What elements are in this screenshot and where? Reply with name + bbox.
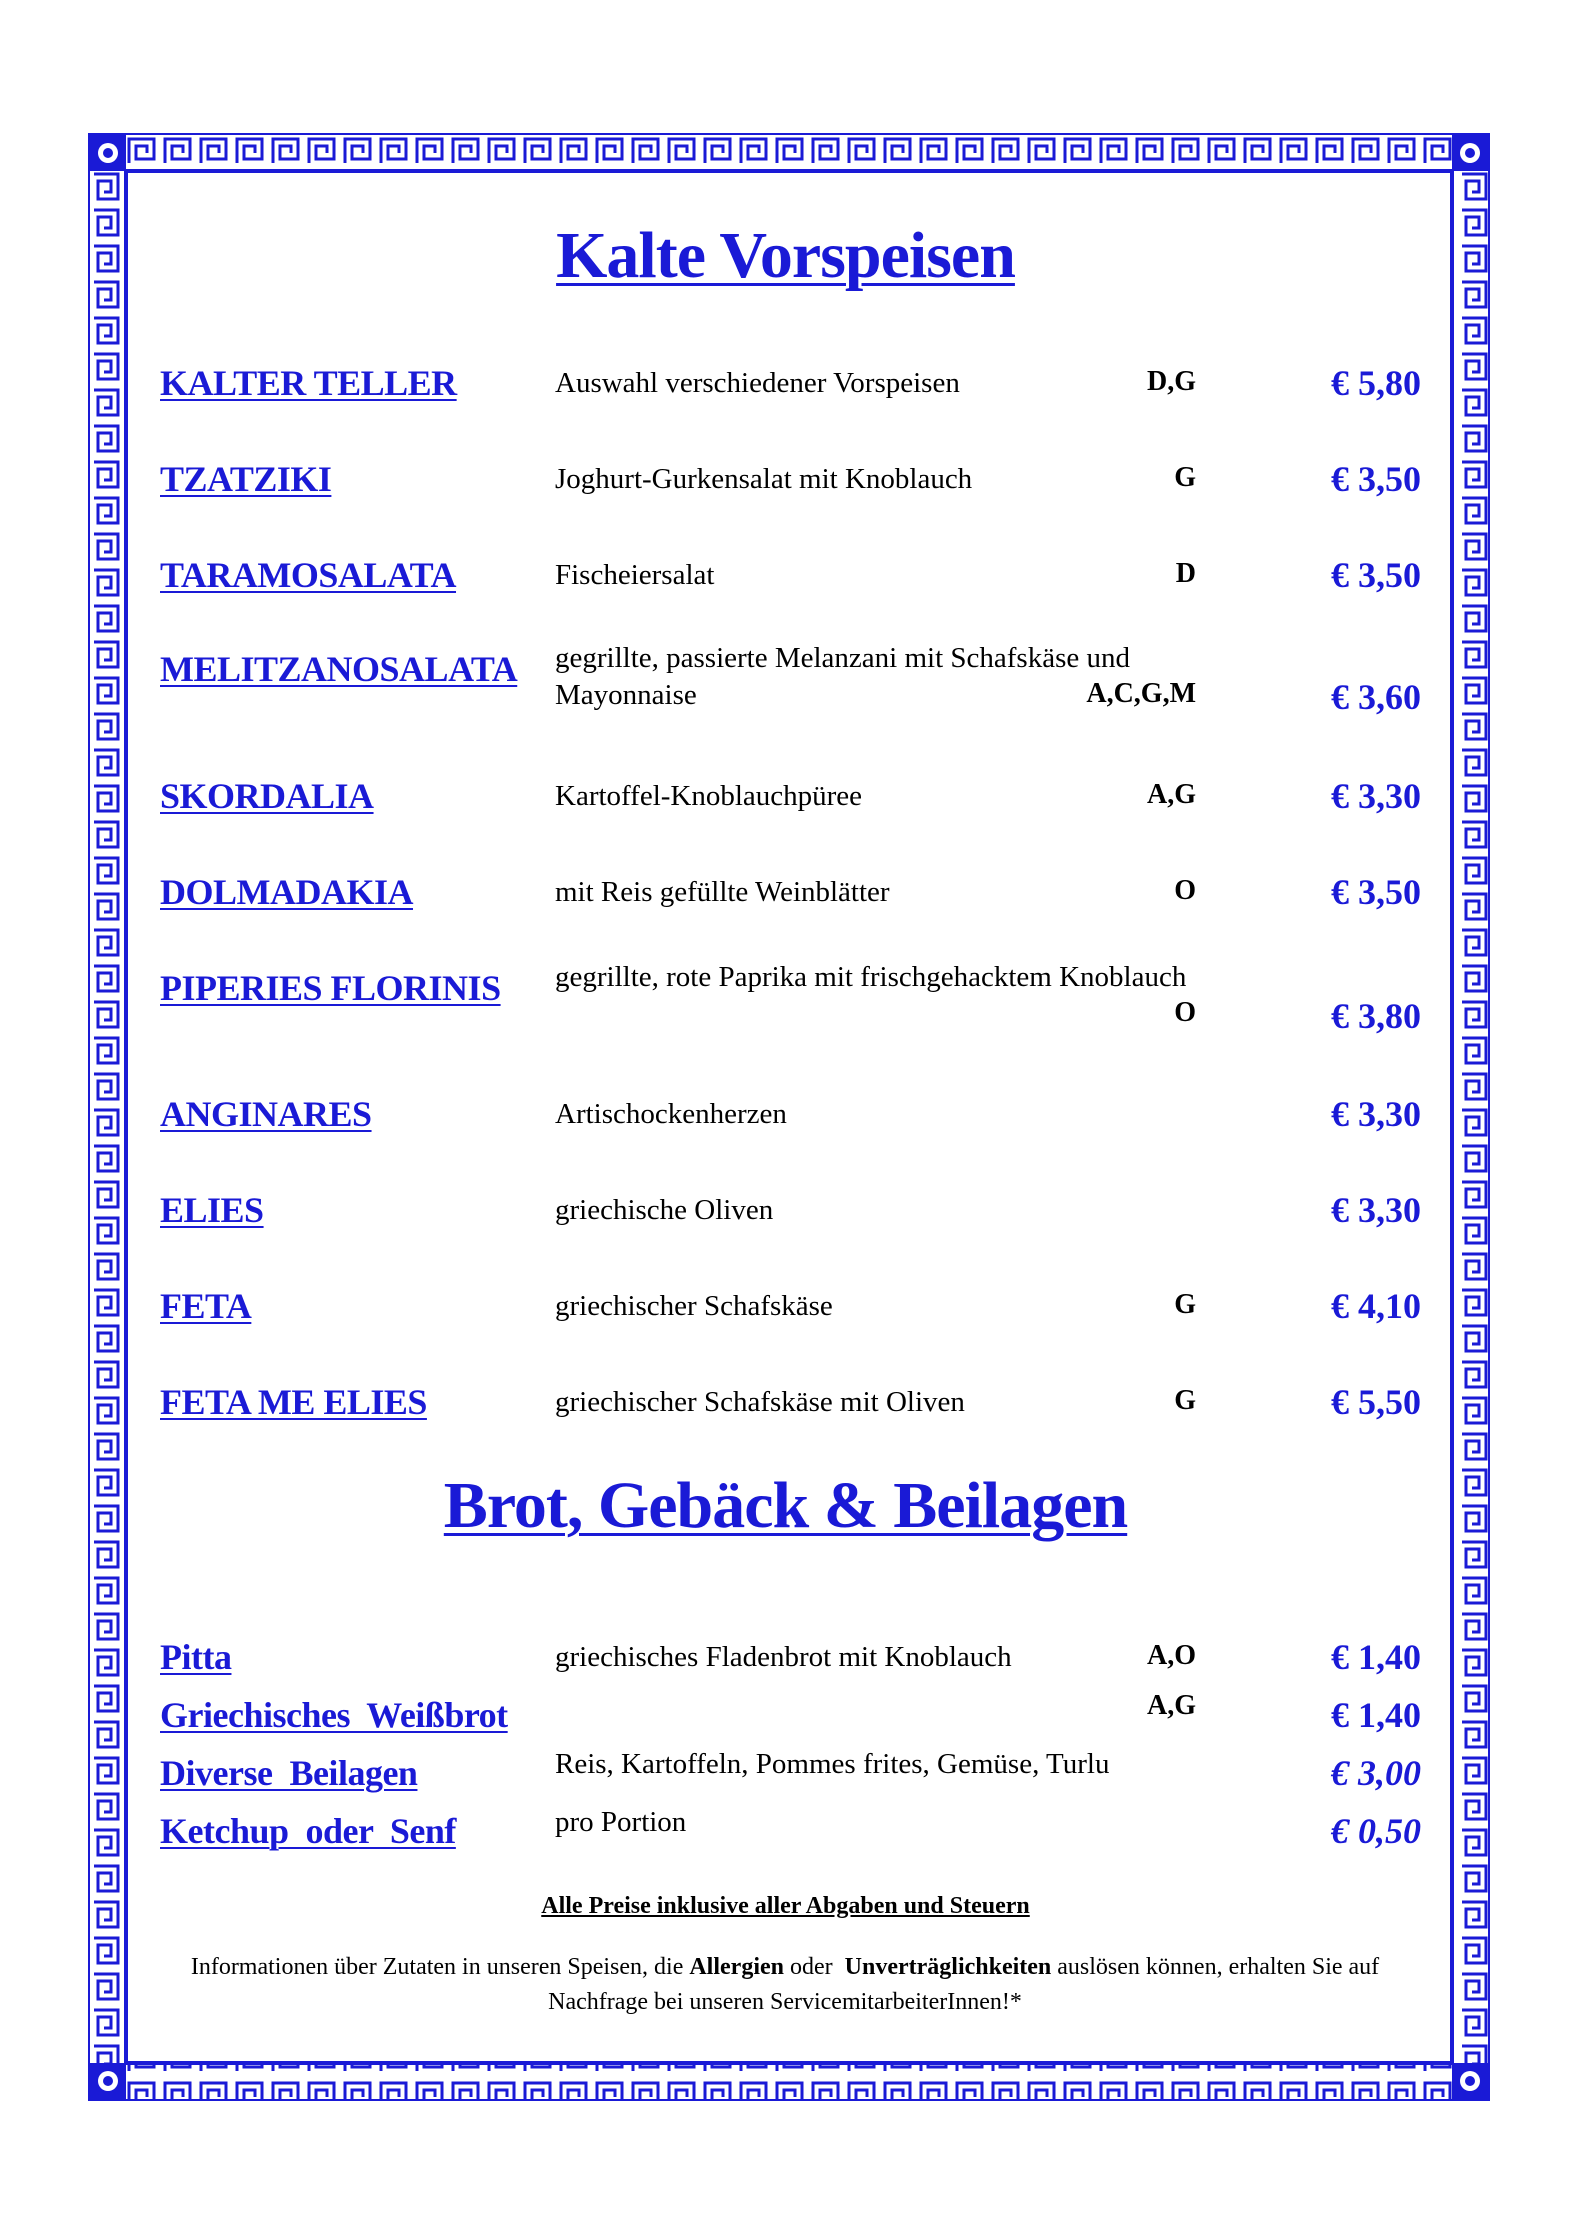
section-title-cold-starters: Kalte Vorspeisen [556,219,1015,292]
allergen-codes: G [1174,1289,1196,1320]
dish-price: € 3,00 [1331,1753,1421,1793]
dish-name: ANGINARES [160,1094,372,1134]
dish-price: € 3,60 [1331,677,1421,717]
dish-name: TZATZIKI [160,459,332,499]
dish-price: € 0,50 [1331,1811,1421,1851]
dish-description: pro Portion [555,1806,687,1838]
dish-price: € 3,30 [1331,776,1421,816]
dish-name: TARAMOSALATA [160,555,457,595]
dish-name: DOLMADAKIA [160,872,413,912]
dish-name: ELIES [160,1190,264,1230]
dish-description: griechisches Fladenbrot mit Knoblauch [555,1641,1012,1673]
dish-price: € 1,40 [1331,1695,1421,1735]
price-note: Alle Preise inklusive aller Abgaben und Steuern [541,1893,1030,1919]
allergy-note-text: auslösen können, erhalten Sie auf Nachfrage bei unseren ServicemitarbeiterInnen!* [548,1954,1380,2015]
dish-name: Diverse Beilagen [160,1753,418,1793]
dish-name: FETA [160,1286,252,1326]
allergy-word-allergien: Allergien [689,1954,784,1980]
allergy-note-text: oder [783,1954,845,1980]
section-title-bread-sides: Brot, Gebäck & Beilagen [443,1469,1128,1542]
dish-name: FETA ME ELIES [160,1382,427,1422]
dish-price: € 3,50 [1331,872,1421,912]
allergy-note-text: Informationen über Zutaten in unseren Speisen, die [190,1954,690,1980]
allergen-codes: A,C,G,M [1086,678,1196,709]
dish-price: € 3,30 [1331,1094,1421,1134]
dish-name: Griechisches Weißbrot [160,1695,508,1735]
allergy-note [150,1950,1420,2020]
allergen-codes: A,G [1147,779,1196,810]
dish-price: € 3,50 [1331,459,1421,499]
dish-price: € 5,50 [1331,1382,1421,1422]
dish-name: KALTER TELLER [160,363,457,403]
allergy-word-unvertraeglichkeiten: Unverträglichkeiten [844,1954,1052,1980]
dish-description: griechischer Schafskäse mit Oliven [555,1386,965,1418]
allergen-codes: D [1175,558,1196,589]
dish-description: Joghurt-Gurkensalat mit Knoblauch [555,463,973,495]
dish-price: € 4,10 [1331,1286,1421,1326]
dish-description: gegrillte, passierte Melanzani mit Schafskäse und Mayonnaise [555,642,1130,711]
dish-description: griechischer Schafskäse [555,1290,833,1322]
allergen-codes: O [1174,997,1196,1028]
dish-price: € 1,40 [1331,1637,1421,1677]
dish-name: Ketchup oder Senf [160,1811,456,1851]
dish-description: Auswahl verschiedener Vorspeisen [555,367,960,399]
dish-price: € 3,30 [1331,1190,1421,1230]
allergen-codes: O [1174,875,1196,906]
dish-description: Fischeiersalat [555,559,715,591]
dish-name: PIPERIES FLORINIS [160,968,501,1008]
dish-description: gegrillte, rote Paprika mit frischgehacktem Knoblauch [555,961,1187,993]
dish-description: Reis, Kartoffeln, Pommes frites, Gemüse, Turlu [555,1748,1110,1780]
dish-price: € 3,80 [1331,996,1421,1036]
dish-name: MELITZANOSALATA [160,649,518,689]
dish-description: Kartoffel-Knoblauchpüree [555,780,863,812]
dish-description: Artischockenherzen [555,1098,787,1130]
allergen-codes: D,G [1147,366,1196,397]
dish-name: SKORDALIA [160,776,374,816]
allergen-codes: A,O [1147,1640,1196,1671]
dish-description: griechische Oliven [555,1194,774,1226]
dish-description: mit Reis gefüllte Weinblätter [555,876,890,908]
dish-price: € 5,80 [1331,363,1421,403]
allergen-codes: A,G [1147,1690,1196,1721]
allergen-codes: G [1174,462,1196,493]
dish-price: € 3,50 [1331,555,1421,595]
allergen-codes: G [1174,1385,1196,1416]
dish-name: Pitta [160,1637,232,1677]
